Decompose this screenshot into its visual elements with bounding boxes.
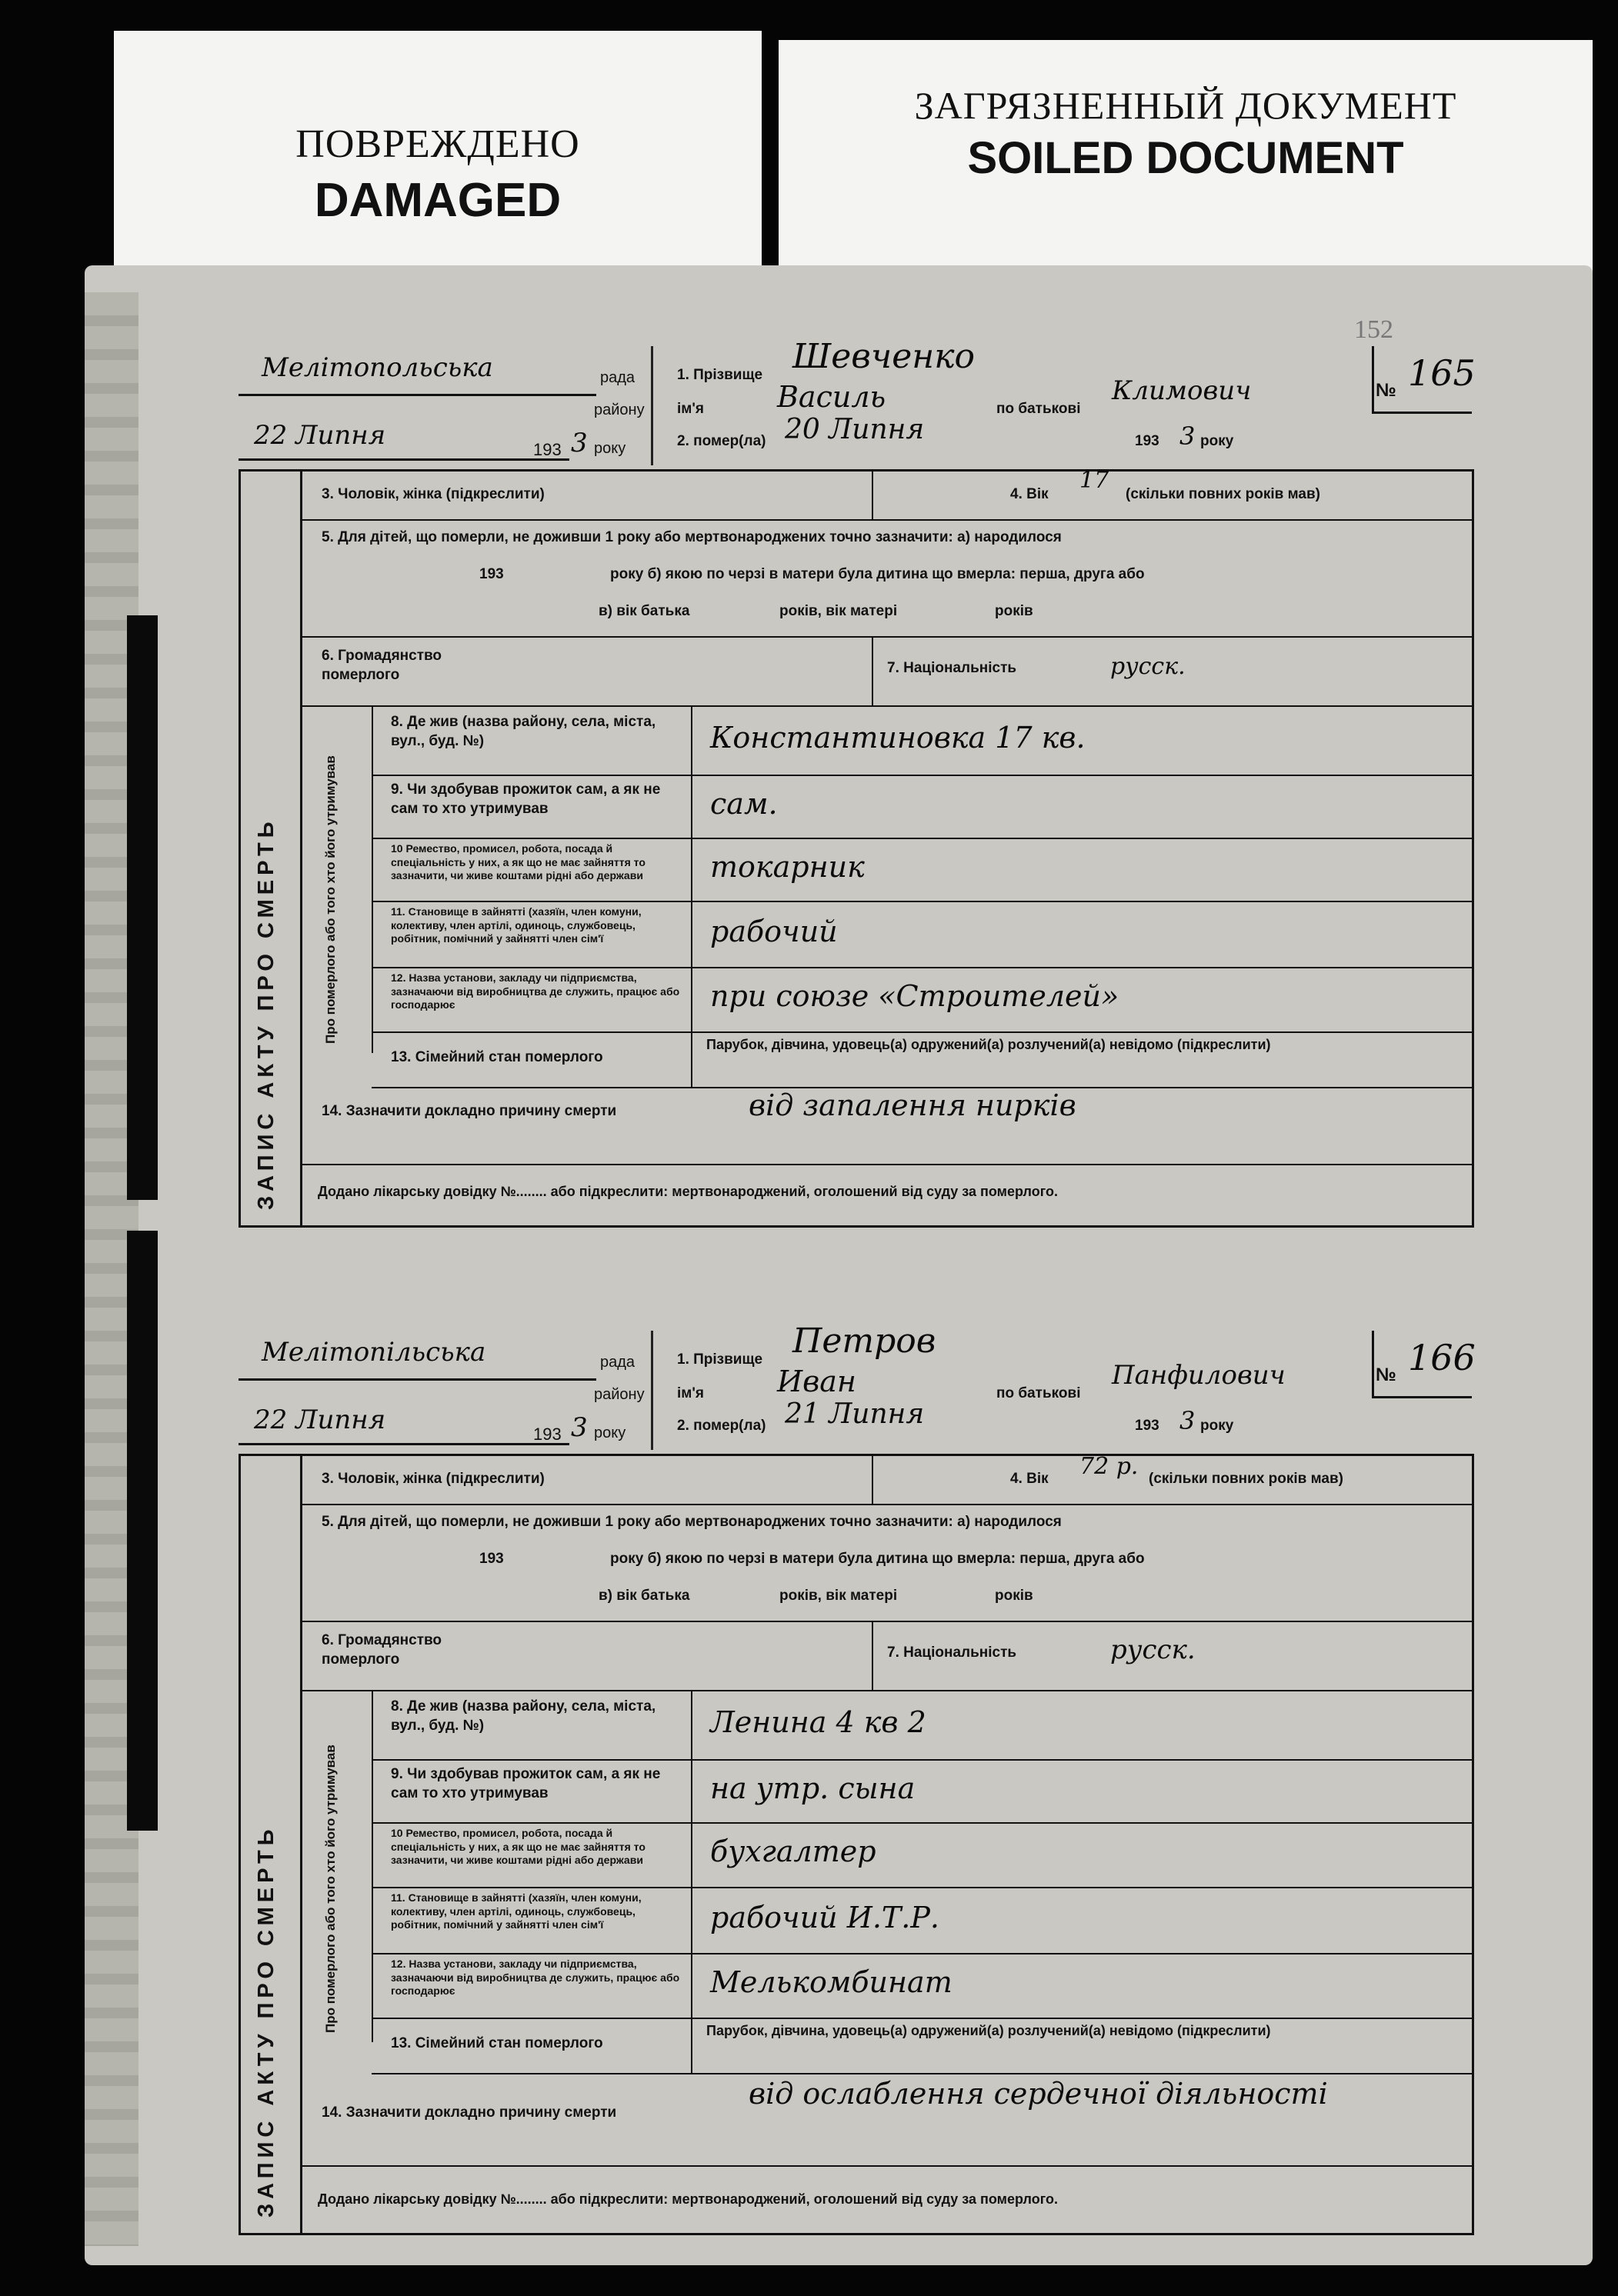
name-value: Василь	[777, 380, 886, 414]
row-marital-status	[372, 1031, 1472, 1088]
died-year-prefix: 193	[1135, 433, 1159, 449]
number-sign: №	[1376, 1365, 1396, 1385]
record-number: 165	[1408, 352, 1476, 394]
side-title: ЗАПИС АКТУ ПРО СМЕРТЬ	[254, 1824, 279, 2218]
name-value: Иван	[777, 1365, 856, 1398]
patronymic-label: по батькові	[996, 1385, 1081, 1401]
nationality-value: русск.	[1110, 1635, 1196, 1665]
side-title-column	[239, 472, 302, 1225]
residence-value: Ленина 4 кв 2	[710, 1705, 926, 1739]
side-title-column	[239, 1456, 302, 2233]
row-sex-age	[302, 467, 1472, 521]
row-child-info	[302, 519, 1472, 638]
occupation-label: 10 Ремество, промисел, робота, посада й спеціальність у них, а як що не має зайняття то зазначити, чи живе коштами рідні або держави	[391, 1827, 646, 1866]
row-cause-of-death	[302, 2073, 1472, 2167]
registration-year-digit: 3	[571, 428, 588, 458]
roku-label: року	[594, 440, 626, 457]
name-label: ім'я	[677, 401, 704, 417]
registration-year-digit: 3	[571, 1412, 588, 1443]
workplace-value: при союзе «Строителей»	[710, 979, 1119, 1013]
child-info-years: років	[995, 1588, 1033, 1604]
died-date: 21 Липня	[785, 1398, 925, 1430]
child-info-mother-age: років, вік матері	[779, 603, 898, 619]
residence-label: 8. Де жив (назва району, села, міста, вул., буд. №)	[391, 1698, 656, 1734]
support-label: 9. Чи здобував прожиток сам, а як не сам то хто утримував	[391, 781, 661, 817]
year-prefix: 193	[533, 440, 562, 459]
age-value: 72 р.	[1079, 1453, 1139, 1480]
age-label: 4. Вік	[1010, 486, 1049, 502]
residence-value: Константиновка 17 кв.	[710, 721, 1086, 755]
occupation-value: бухгалтер	[710, 1834, 876, 1868]
child-info-mother-age: років, вік матері	[779, 1588, 898, 1604]
died-year-digit: 3	[1179, 422, 1196, 451]
nationality-label: 7. Національність	[887, 660, 1017, 676]
record-body	[239, 1454, 1474, 2235]
registration-date: 22 Липня	[254, 420, 386, 451]
page-tear-mark	[127, 1231, 158, 1831]
support-value: на утр. сына	[710, 1771, 916, 1805]
citizenship-label: 6. Громадянство померлого	[322, 648, 442, 683]
registration-date: 22 Липня	[254, 1405, 386, 1435]
support-label: 9. Чи здобував прожиток сам, а як не сам то хто утримував	[391, 1766, 661, 1801]
row-residence	[372, 705, 1472, 776]
death-record-form-1	[239, 337, 1476, 1223]
age-note: (скільки повних років мав)	[1149, 1471, 1344, 1487]
age-note: (скільки повних років мав)	[1126, 486, 1321, 502]
row-position	[372, 901, 1472, 968]
marital-status-label: 13. Сімейний стан померлого	[391, 2035, 603, 2051]
child-info-line1: 5. Для дітей, що померли, не доживши 1 року або мертвонароджених точно зазначити: а) народилося	[322, 1514, 1062, 1530]
residence-label: 8. Де жив (назва району, села, міста, вул., буд. №)	[391, 714, 656, 749]
surname-value: Шевченко	[792, 337, 976, 376]
row-child-info	[302, 1504, 1472, 1622]
position-label: 11. Становище в зайнятті (хазяїн, член комуни, колективу, член артілі, одиноць, службовець, робітник, помічний у зайнятті член сім'ї	[391, 905, 642, 945]
position-value: рабочий И.Т.Р.	[710, 1901, 940, 1934]
child-info-years: років	[995, 603, 1033, 619]
cause-of-death-value: від ослаблення сердечної діяльності	[749, 2077, 1328, 2111]
page-number: 152	[1354, 315, 1393, 344]
row-position	[372, 1887, 1472, 1954]
row-occupation	[372, 838, 1472, 902]
row-marital-status	[372, 2018, 1472, 2074]
cause-of-death-value: від запалення нирків	[749, 1088, 1076, 1122]
row-cause-of-death	[302, 1087, 1472, 1165]
raionu-label: району	[594, 1386, 645, 1403]
damaged-label-ru: ПОВРЕЖДЕНО	[295, 122, 580, 166]
nationality-value: русск.	[1110, 653, 1186, 680]
sub-side-title: Про померлого або того хто його утримував	[323, 1744, 338, 2033]
died-roku-label: року	[1200, 1418, 1234, 1434]
died-label: 2. помер(ла)	[677, 1418, 766, 1434]
row-occupation	[372, 1822, 1472, 1888]
marital-status-label: 13. Сімейний стан померлого	[391, 1049, 603, 1065]
soiled-label-card	[779, 40, 1593, 292]
age-label: 4. Вік	[1010, 1471, 1049, 1487]
citizenship-label: 6. Громадянство померлого	[322, 1632, 442, 1668]
sub-side-column	[302, 1690, 373, 2042]
damaged-label-card	[114, 31, 762, 292]
row-support	[372, 1759, 1472, 1824]
nationality-label: 7. Національність	[887, 1645, 1017, 1661]
name-label: ім'я	[677, 1385, 704, 1401]
occupation-value: токарник	[710, 850, 865, 884]
position-value: рабочий	[710, 915, 838, 948]
footer-note: Додано лікарську довідку №........ або підкреслити: мертвонароджений, оголошений від суду за померлого.	[318, 1184, 1058, 1199]
sub-side-column	[302, 705, 373, 1053]
rada-label: рада	[600, 369, 636, 386]
child-info-father-age: в) вік батька	[599, 603, 690, 619]
workplace-label: 12. Назва установи, закладу чи підприємства, зазначаючи від виробництва де служить, працює або господарює	[391, 1958, 680, 1997]
surname-value: Петров	[792, 1321, 936, 1361]
position-label: 11. Становище в зайнятті (хазяїн, член комуни, колективу, член артілі, одиноць, службовець, робітник, помічний у зайнятті член сім'ї	[391, 1891, 642, 1931]
year-prefix: 193	[533, 1425, 562, 1444]
marital-status-options: Парубок, дівчина, удовець(а) одружений(а) розлучений(а) невідомо (підкреслити)	[706, 1037, 1271, 1052]
child-info-year: 193	[479, 566, 504, 582]
row-citizenship-nationality	[302, 1621, 1472, 1691]
number-sign: №	[1376, 380, 1396, 401]
row-workplace	[372, 967, 1472, 1033]
cause-of-death-label: 14. Зазначити докладно причину смерти	[322, 2104, 617, 2121]
died-date: 20 Липня	[785, 414, 925, 445]
council-name: Мелітопільська	[262, 1337, 486, 1368]
record-number: 166	[1408, 1337, 1476, 1378]
died-year-prefix: 193	[1135, 1418, 1159, 1434]
row-workplace	[372, 1953, 1472, 2019]
surname-label: 1. Прізвище	[677, 367, 763, 383]
page-tear-mark	[127, 615, 158, 1200]
row-sex-age	[302, 1453, 1472, 1505]
row-citizenship-nationality	[302, 636, 1472, 707]
row-residence	[372, 1690, 1472, 1761]
child-info-line2: року б) якою по черзі в матери була дитина що вмерла: перша, друга або	[610, 1551, 1145, 1567]
surname-label: 1. Прізвище	[677, 1351, 763, 1368]
occupation-label: 10 Ремество, промисел, робота, посада й спеціальність у них, а як що не має зайняття то зазначити, чи живе коштами рідні або держави	[391, 842, 646, 881]
workplace-label: 12. Назва установи, закладу чи підприємства, зазначаючи від виробництва де служить, працює або господарює	[391, 971, 680, 1011]
workplace-value: Мелькомбинат	[710, 1965, 952, 1999]
side-title: ЗАПИС АКТУ ПРО СМЕРТЬ	[254, 817, 279, 1210]
marital-status-options: Парубок, дівчина, удовець(а) одружений(а) розлучений(а) невідомо (підкреслити)	[706, 2023, 1271, 2038]
died-year-digit: 3	[1179, 1406, 1196, 1435]
cause-of-death-label: 14. Зазначити докладно причину смерти	[322, 1103, 617, 1119]
council-name: Мелітопольська	[262, 352, 493, 383]
sex-label: 3. Чоловік, жінка (підкреслити)	[322, 486, 545, 502]
sub-side-title: Про померлого або того хто його утримував	[323, 755, 338, 1044]
row-support	[372, 775, 1472, 839]
child-info-father-age: в) вік батька	[599, 1588, 690, 1604]
sex-label: 3. Чоловік, жінка (підкреслити)	[322, 1471, 545, 1487]
damaged-label-en: DAMAGED	[314, 174, 562, 227]
record-header	[239, 337, 1476, 465]
record-body	[239, 469, 1474, 1228]
child-info-line2: року б) якою по черзі в матери була дитина що вмерла: перша, друга або	[610, 566, 1145, 582]
support-value: сам.	[710, 787, 778, 821]
raionu-label: району	[594, 402, 645, 418]
rada-label: рада	[600, 1354, 636, 1371]
patronymic-value: Панфилович	[1112, 1360, 1286, 1391]
child-info-line1: 5. Для дітей, що померли, не доживши 1 року або мертвонароджених точно зазначити: а) народилося	[322, 529, 1062, 545]
patronymic-value: Климович	[1112, 375, 1252, 406]
soiled-label-en: SOILED DOCUMENT	[967, 133, 1404, 183]
patronymic-label: по батькові	[996, 401, 1081, 417]
record-header	[239, 1321, 1476, 1450]
roku-label: року	[594, 1425, 626, 1441]
death-record-form-2	[239, 1321, 1476, 2231]
soiled-label-ru: ЗАГРЯЗНЕННЫЙ ДОКУМЕНТ	[914, 84, 1457, 127]
died-label: 2. помер(ла)	[677, 433, 766, 449]
died-roku-label: року	[1200, 433, 1234, 449]
age-value: 17	[1079, 467, 1109, 494]
child-info-year: 193	[479, 1551, 504, 1567]
footer-note: Додано лікарську довідку №........ або підкреслити: мертвонароджений, оголошений від суду за померлого.	[318, 2191, 1058, 2207]
